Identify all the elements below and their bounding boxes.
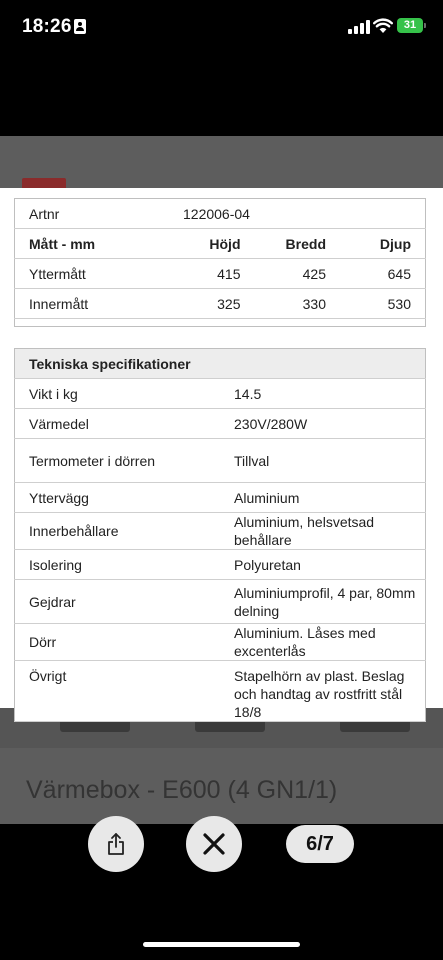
- cellular-signal-icon: [348, 20, 370, 34]
- spec-label: Yttervägg: [15, 483, 221, 513]
- spec-label: Vikt i kg: [15, 379, 221, 409]
- spec-value: Aluminium, helsvetsad behållare: [220, 513, 426, 550]
- table-cell: 415: [169, 259, 255, 289]
- table-cell: 530: [340, 289, 426, 319]
- spec-label: Dörr: [15, 624, 221, 661]
- table-row: [15, 661, 426, 722]
- spec-value: Stapelhörn av plast. Beslag och handtag av rostfritt stål 18/8: [220, 661, 426, 722]
- table-row: [15, 199, 426, 229]
- technical-specs-table: [14, 348, 426, 722]
- spec-value: Polyuretan: [220, 550, 426, 580]
- spec-label: Isolering: [15, 550, 221, 580]
- battery-icon: [397, 18, 423, 33]
- row-label: Yttermått: [15, 259, 170, 289]
- close-button[interactable]: [186, 816, 242, 872]
- row-label: Innermått: [15, 289, 170, 319]
- share-icon: [106, 832, 126, 856]
- spec-value: 14.5: [220, 379, 426, 409]
- spec-value: 230V/280W: [220, 409, 426, 439]
- specs-title: Tekniska specifikationer: [15, 349, 426, 379]
- column-header: Höjd: [169, 229, 255, 259]
- table-row: [15, 483, 426, 513]
- spec-value: Aluminium. Låses med excenterlås: [220, 624, 426, 661]
- column-header: Bredd: [255, 229, 341, 259]
- table-row: [15, 439, 426, 483]
- table-spacer: [15, 319, 426, 327]
- wifi-icon: [373, 18, 393, 34]
- spec-value: Tillval: [220, 439, 426, 483]
- share-button[interactable]: [88, 816, 144, 872]
- spec-value: Aluminium: [220, 483, 426, 513]
- table-header-row: [15, 349, 426, 379]
- column-header: Djup: [340, 229, 426, 259]
- product-title: Värmebox - E600 (4 GN1/1): [26, 776, 338, 804]
- table-cell: 425: [255, 259, 341, 289]
- table-row: [15, 259, 426, 289]
- contact-card-icon: [74, 19, 86, 34]
- clock: 18:26: [22, 16, 72, 37]
- table-row: [15, 513, 426, 550]
- artnr-label: Artnr: [15, 199, 170, 229]
- table-row: [15, 289, 426, 319]
- spec-label: Övrigt: [15, 661, 221, 722]
- table-row: [15, 379, 426, 409]
- close-icon: [202, 832, 226, 856]
- artnr-value: 122006-04: [169, 199, 426, 229]
- table-row: [15, 550, 426, 580]
- spec-label: Termometer i dörren: [15, 439, 221, 483]
- dimensions-table: [14, 198, 426, 327]
- table-row: [15, 624, 426, 661]
- spec-label: Innerbehållare: [15, 513, 221, 550]
- table-cell: 645: [340, 259, 426, 289]
- table-cell: 325: [169, 289, 255, 319]
- status-bar: [0, 0, 443, 56]
- battery-level: 31: [403, 19, 417, 31]
- spec-value: Aluminiumprofil, 4 par, 80mm delning: [220, 580, 426, 624]
- table-header-row: [15, 229, 426, 259]
- table-row: [15, 409, 426, 439]
- spec-label: Gejdrar: [15, 580, 221, 624]
- home-indicator[interactable]: [143, 942, 300, 947]
- column-header: Mått - mm: [15, 229, 170, 259]
- table-row: [15, 580, 426, 624]
- spec-label: Värmedel: [15, 409, 221, 439]
- page-counter: 6/7: [286, 825, 354, 863]
- table-cell: 330: [255, 289, 341, 319]
